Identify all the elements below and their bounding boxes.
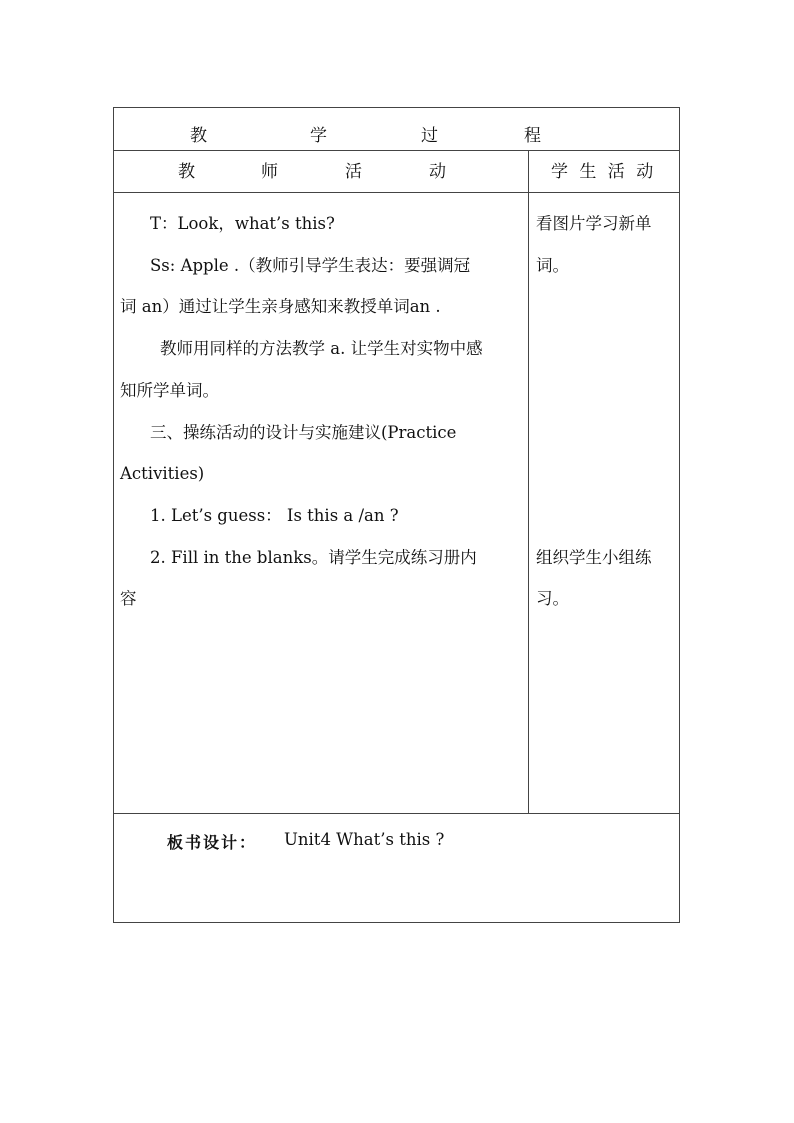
teacher-line: Ss: Apple .（教师引导学生表达：要强调冠 xyxy=(150,255,471,275)
teacher-line: Activities) xyxy=(120,464,205,484)
title-char-2: 学 xyxy=(310,126,327,146)
column-divider xyxy=(528,193,529,813)
board-design-text: Unit4 What’s this ? xyxy=(284,830,445,849)
teacher-line: 知所学单词。 xyxy=(120,380,219,400)
student-activity-cell xyxy=(536,203,676,620)
student-spacer xyxy=(536,286,676,328)
student-spacer xyxy=(536,412,676,454)
lesson-process-table xyxy=(113,107,680,923)
teacher-line: 三、操练活动的设计与实施建议(Practice xyxy=(150,422,457,442)
title-char-3: 过 xyxy=(421,126,438,146)
student-line: 组织学生小组练 xyxy=(536,547,652,567)
teacher-line: 2. Fill in the blanks。请学生完成练习册内 xyxy=(150,547,477,567)
student-spacer xyxy=(536,453,676,495)
table-header-row xyxy=(114,151,679,193)
student-spacer xyxy=(536,328,676,370)
student-line: 词。 xyxy=(536,255,569,275)
table-body-row xyxy=(114,193,679,814)
board-design-row xyxy=(114,814,679,924)
title-char-4: 程 xyxy=(524,126,541,146)
teacher-line: 教师用同样的方法教学 a. 让学生对实物中感 xyxy=(160,339,483,359)
header-teacher-char-3: 活 xyxy=(345,162,362,182)
teacher-activity-cell xyxy=(120,203,524,620)
teacher-line: 容 xyxy=(120,589,137,609)
header-teacher-char-2: 师 xyxy=(261,162,278,182)
header-teacher-char-1: 教 xyxy=(178,162,195,182)
student-spacer xyxy=(536,370,676,412)
header-teacher-char-4: 动 xyxy=(429,162,446,182)
board-design-label: 板书设计： xyxy=(167,833,258,852)
teacher-line: 1. Let’s guess： Is this a /an ? xyxy=(150,505,399,525)
column-divider xyxy=(528,151,529,192)
title-char-1: 教 xyxy=(190,126,207,146)
student-line: 看图片学习新单 xyxy=(536,214,652,233)
teacher-line: 词 an）通过让学生亲身感知来教授单词an . xyxy=(120,297,441,317)
student-spacer xyxy=(536,495,676,537)
table-title-row xyxy=(114,108,679,151)
teacher-line: T：Look，what’s this? xyxy=(150,214,335,233)
student-line: 习。 xyxy=(536,589,569,609)
header-student-activity: 学 生 活 动 xyxy=(551,162,657,182)
